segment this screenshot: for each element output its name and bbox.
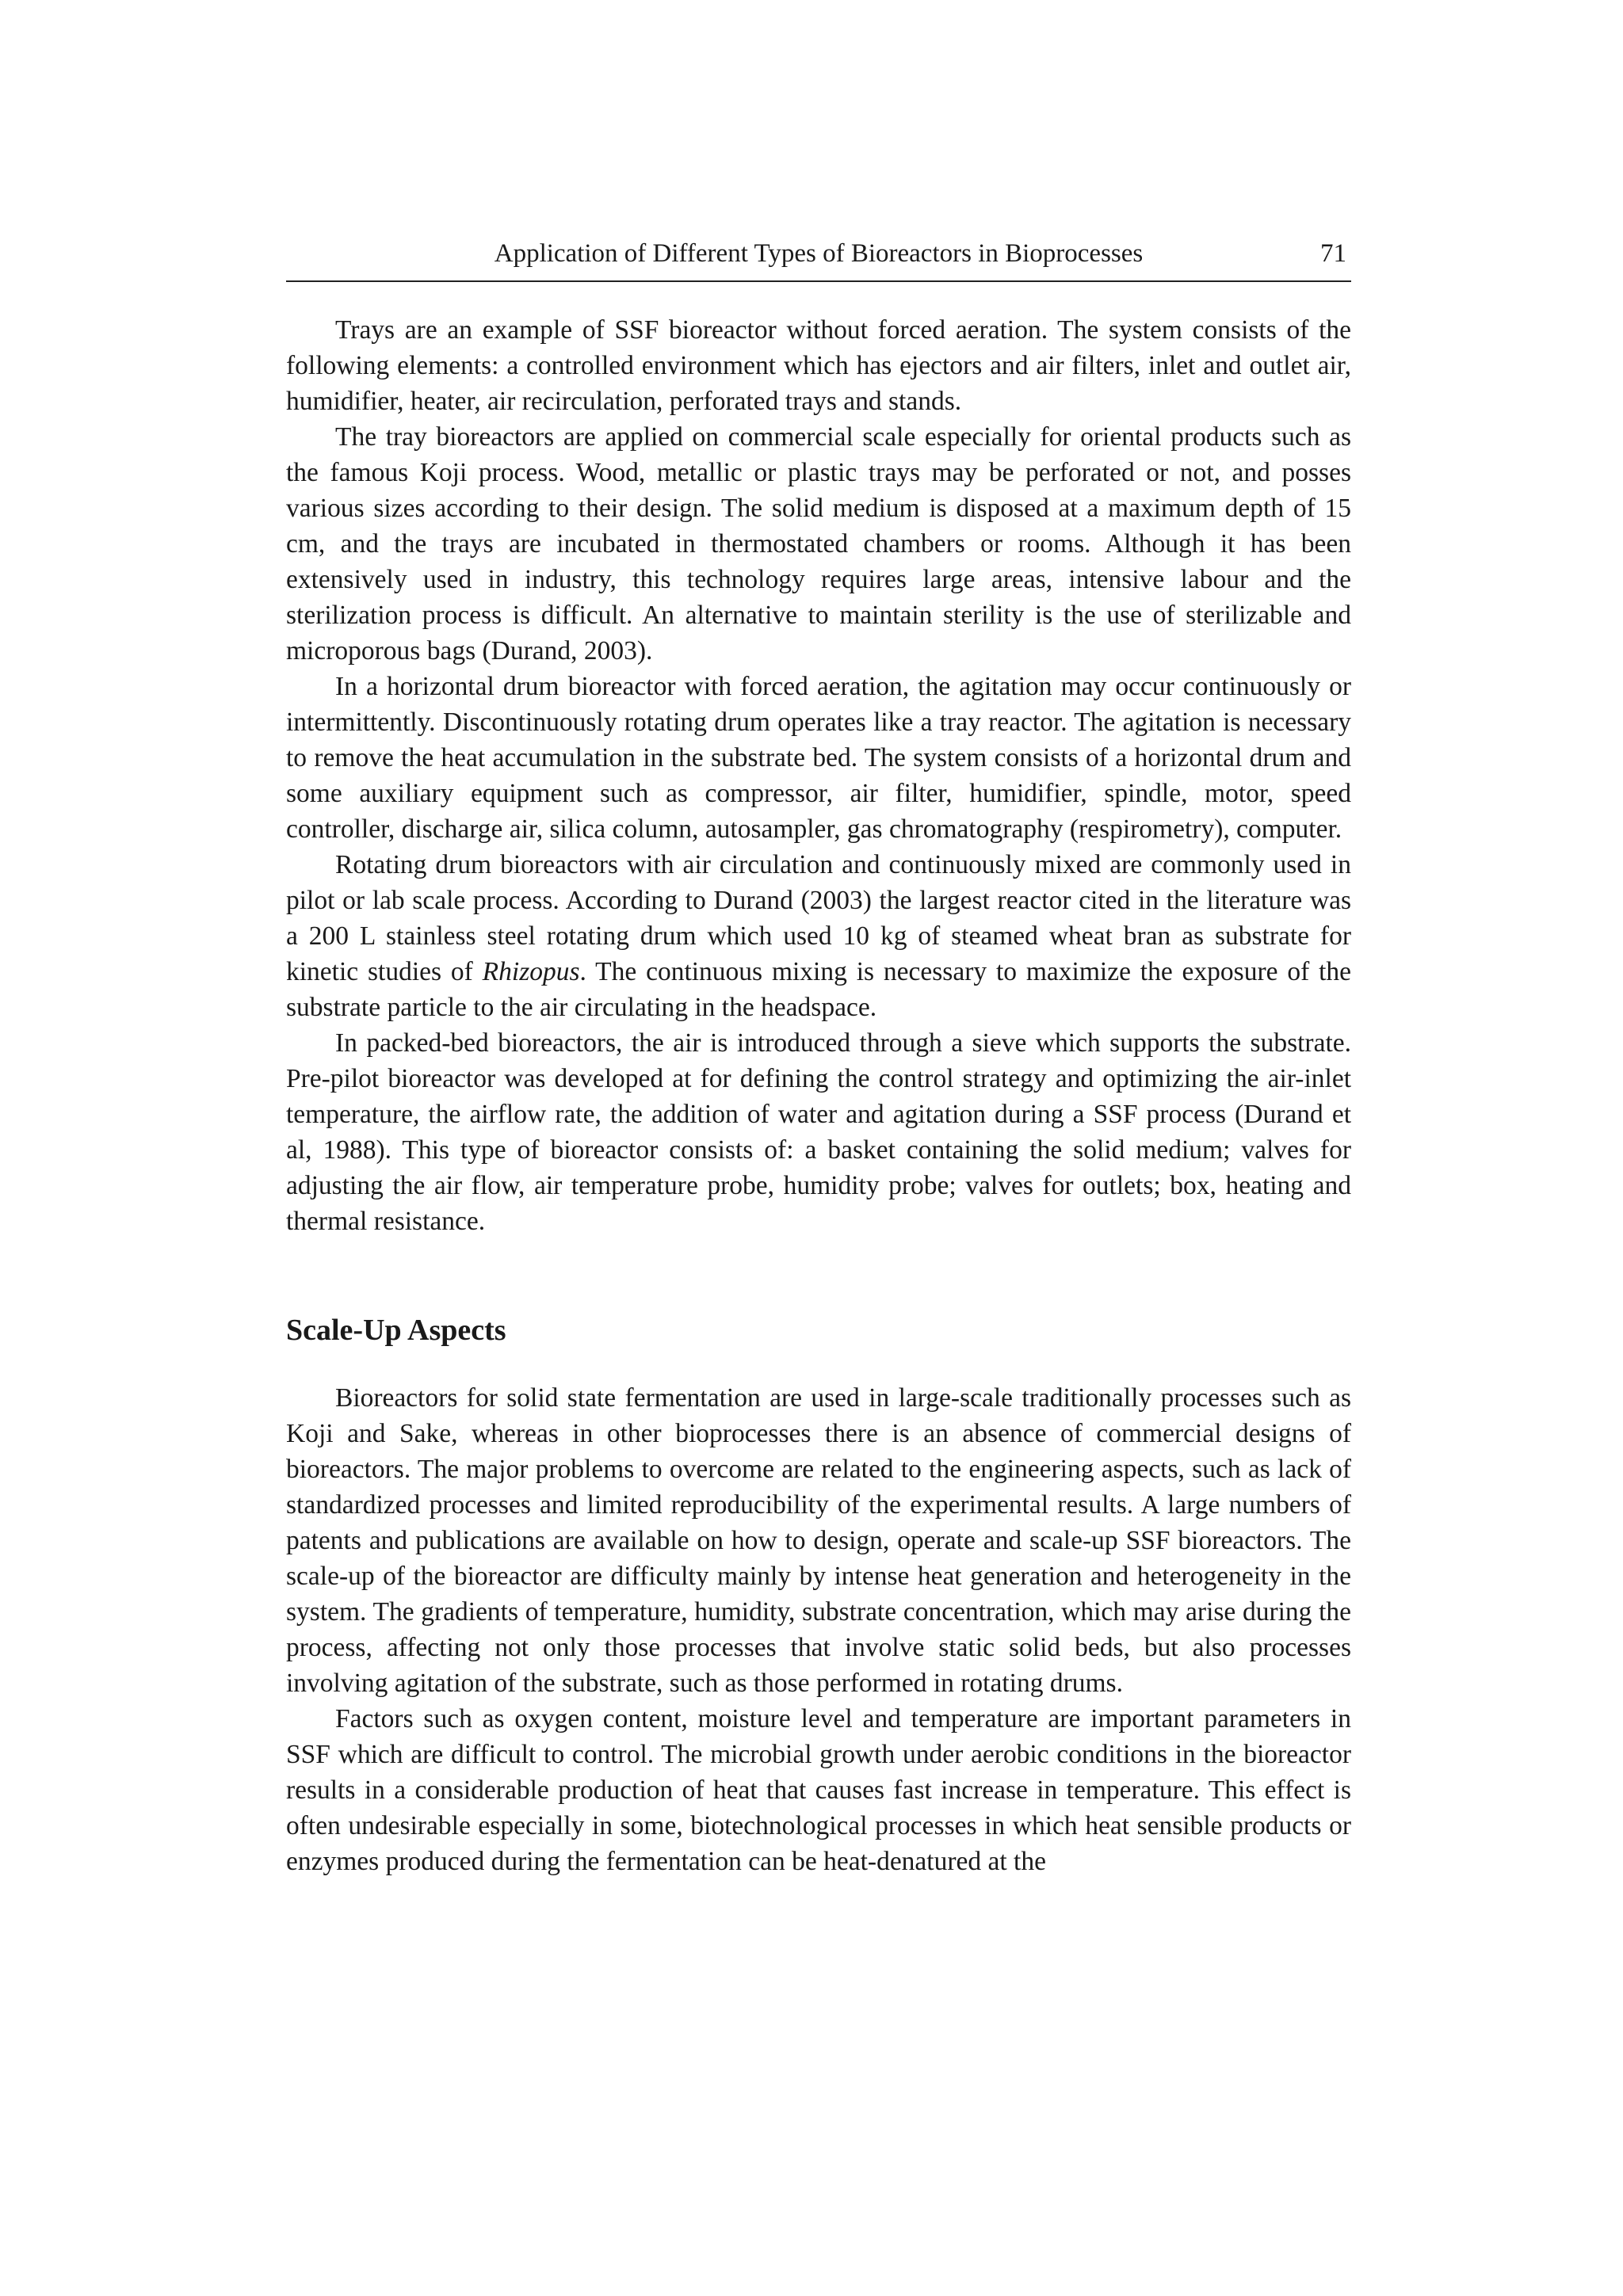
paragraph-scale-up: Bioreactors for solid state fermentation are used in large-scale traditionally processes such as Koji and Sake, whereas in other bioprocesses there is an absence of commercial designs of bioreactors. The major problems to overcome are related to the engineering aspects, such as lack of standardized processes and limited reproducibility of the experimental results. A large numbers of patents and publications are available on how to design, operate and scale-up SSF bioreactors. The scale-up of the bioreactor are difficulty mainly by intense heat generation and heterogeneity in the system. The gradients of temperature, humidity, substrate concentration, which may arise during the process, affecting not only those processes that involve static solid beds, but also processes involving agitation of the substrate, such as those performed in rotating drums. xyxy=(286,1383,1351,1698)
document-page xyxy=(286,235,1351,1879)
paragraph-rotating-drum xyxy=(286,847,1351,1025)
rotating-drum-text-end: . The continuous mixing is necessary to maximize the exposure of the substrate particle to the air circulating in the headspace. xyxy=(286,957,1352,1022)
section-heading: Scale-Up Aspects xyxy=(286,1314,506,1347)
paragraph-trays: Trays are an example of SSF bioreactor without forced aeration. The system consists of the following elements: a controlled environment which has ejectors and air filters, inlet and outlet air, humidifier, heater, air recirculation, perforated trays and stands. xyxy=(286,315,1351,416)
species-name: Rhizopus xyxy=(482,957,580,986)
paragraph-horizontal-drum: In a horizontal drum bioreactor with forced aeration, the agitation may occur continuously or intermittently. Discontinuously rotating drum operates like a tray reactor. The agitation is necessary to remove the heat accumulation in the substrate bed. The system consists of a horizontal drum and some auxiliary equipment such as compressor, air filter, humidifier, spindle, motor, speed controller, discharge air, silica column, autosampler, gas chromatography (respirometry), computer. xyxy=(286,672,1351,844)
paragraph-tray-bioreactors: The tray bioreactors are applied on commercial scale especially for oriental products such as the famous Koji process. Wood, metallic or plastic trays may be perforated or not, and posses various sizes according to their design. The solid medium is disposed at a maximum depth of 15 cm, and the trays are incubated in thermostated chambers or rooms. Although it has been extensively used in industry, this technology requires large areas, intensive labour and the sterilization process is difficult. An alternative to maintain sterility is the use of sterilizable and microporous bags (Durand, 2003). xyxy=(286,422,1351,666)
body-text xyxy=(286,312,1351,1879)
paragraph-factors: Factors such as oxygen content, moisture level and temperature are important parameters in SSF which are difficult to control. The microbial growth under aerobic conditions in the bioreactor results in a considerable production of heat that causes fast increase in temperature. This effect is often undesirable especially in some, biotechnological processes in which heat sensible products or enzymes produced during the fermentation can be heat-denatured at the xyxy=(286,1704,1351,1876)
page-number: 71 xyxy=(1320,239,1346,268)
running-title: Application of Different Types of Bioreactors in Bioprocesses xyxy=(494,239,1144,268)
rotating-drum-text-start: Rotating drum bioreactors with air circulation and continuously mixed are commonly used in pilot or lab scale process. According to Durand (2003) the largest reactor cited in the literature was a 200 L stainless steel rotating drum which used 10 kg of steamed wheat bran as substrate for kinetic studies of xyxy=(286,850,1351,986)
paragraph-packed-bed: In packed-bed bioreactors, the air is introduced through a sieve which supports the substrate. Pre-pilot bioreactor was developed at for defining the control strategy and optimizing the air-inlet temperature, the airflow rate, the addition of water and agitation during a SSF process (Durand et al, 1988). This type of bioreactor consists of: a basket containing the solid medium; valves for adjusting the air flow, air temperature probe, humidity probe; valves for outlets; box, heating and thermal resistance. xyxy=(286,1028,1351,1236)
running-header xyxy=(286,235,1351,282)
